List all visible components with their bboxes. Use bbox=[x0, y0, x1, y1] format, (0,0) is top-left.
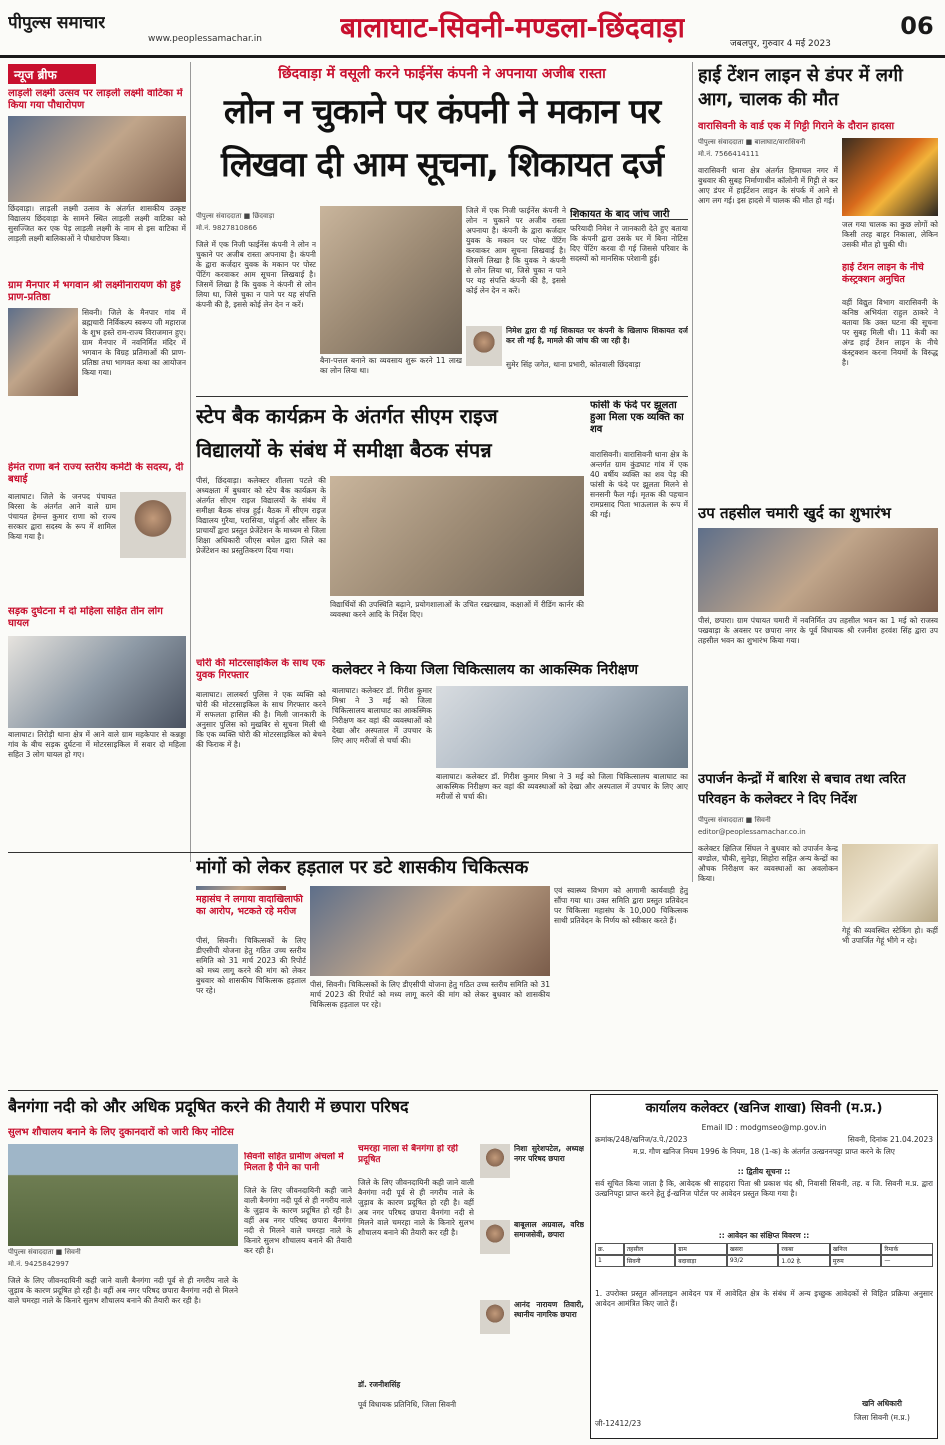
strike-subheadline: महासंघ ने लगाया वादाखिलाफी का आरोप, भटकते रहे मरीज bbox=[196, 894, 303, 917]
lead-headline-line2: लिखवा दी आम सूचना, शिकायत दर्ज bbox=[221, 145, 663, 185]
notice-intro: सर्व सूचित किया जाता है कि, आवेदक श्री साहदारा पिता श्री प्रकाश चंद श्री, निवासी सिवनी, तह. व जि. सिवनी म.प्र. द्वारा उत्खनिपट्टा प्राप्त करने हेतु ई-खनिज पोर्टल पर आवेदन प्रस्तुत किया गया है। bbox=[595, 1179, 933, 1198]
table-header-cell: रिमार्क bbox=[881, 1243, 933, 1255]
grain-photo bbox=[842, 844, 938, 922]
column-rule bbox=[190, 62, 191, 862]
brief-1-body: छिंदवाड़ा। लाड़ली लक्ष्मी उत्सव के अंतर्गत शासकीय उत्कृष्ट विद्यालय छिंदवाड़ा के सामने स्थित लाड़ली लक्ष्मी वाटिका को सुसज्जित कर एक पेड़ लाड़ली लक्ष्मी के नाम से इस वाटिका में लाड़ली लक्ष्मी बालिकाओं ने पौधारोपण किया। bbox=[8, 204, 186, 243]
notice-date: सिवनी, दिनांक 21.04.2023 bbox=[847, 1135, 933, 1144]
quote-portrait bbox=[466, 326, 502, 366]
government-notice bbox=[590, 1094, 938, 1439]
notice-schedule: :: द्वितीय सूचना :: bbox=[737, 1167, 791, 1176]
theft-body: बालाघाट। लालबर्रा पुलिस ने एक व्यक्ति को चोरी की मोटरसाइकिल के साथ गिरफ्तार करने में सफलता हासिल की है। मिली जानकारी के अनुसार पुलिस को मुखबिर से सूचना मिली थी कि एक व्यक्ति चोरी की मोटरसाइकिल को बेचने की फिराक में है। bbox=[196, 690, 326, 749]
table-cell: — bbox=[881, 1255, 933, 1267]
author-2-name: बाबूलाल अग्रवाल, वरिष्ठ समाजसेवी, छपारा bbox=[514, 1220, 584, 1239]
lead-byline: पीपुल्स संवाददाता ■ छिंदवाड़ा bbox=[196, 212, 275, 220]
notice-ref: क्रमांक/248/खनिज/उ.पे./2023 bbox=[595, 1135, 688, 1144]
step-back-body: पीसं, छिंदवाड़ा। कलेक्टर शीतला पटले की अध्यक्षता में बुधवार को स्टेप बैक कार्यक्रम के अंतर्गत सीएम राइज विद्यालयों के संबंध में समीक्षा बैठक संपन्न हुई। बैठक में सीएम राइज विद्यालय गुरैया, परासिया, पांढुर्ना और सौंसर के प्राचार्यों द्वारा प्रस्तुत प्रेजेंटेशन के माध्यम से जिला शिक्षा अधिकारी जीएस बघेल द्वारा जिले का प्रेजेंटेशन का प्रस्तुतिकरण दिया गया। bbox=[196, 476, 326, 555]
chamari-photo bbox=[698, 528, 938, 612]
theft-headline: चोरी की मोटरसाइकिल के साथ एक युवक गिरफ्तार bbox=[196, 658, 325, 681]
suicide-body: वारासिवनी। वारासिवनी थाना क्षेत्र के अन्तर्गत ग्राम कुंडघाट गांव में एक 40 वर्षीय व्यक्ति का शव पेड़ की फांसी के फंदे पर झूलता मिलने से सनसनी फैल गई। मृतक की पहचान रामप्रसाद पिता भाऊलाल के रूप में की गई। bbox=[590, 450, 688, 519]
wainganga-headline: बैनगंगा नदी को और अधिक प्रदूषित करने की तैयारी में छपारा परिषद bbox=[8, 1097, 409, 1116]
rain-headline: उपार्जन केन्द्रों में बारिश से बचाव तथा त्वरित परिवहन के कलेक्टर ने दिए निर्देश bbox=[698, 772, 906, 807]
doctor-name: डॉ. रजनीशसिंह bbox=[358, 1380, 401, 1389]
table-cell: सिवनी bbox=[624, 1255, 676, 1267]
brief-2-body: सिवनी। जिले के मैनपार गांव में ब्रह्मचारी निर्विकल्प स्वरूप जी महाराज के शुभ हस्ते राम-राज्य विराजमान हुए। ग्राम मैनपार में नवनिर्मित मंदिर में भगवान के विग्रह प्रतिमाओं की प्राण-प्रतिष्ठा तथा भागवत कथा का आयोजन किया गया। bbox=[82, 308, 186, 377]
table-header-cell: ग्राम bbox=[675, 1243, 727, 1255]
wainganga-mobile: मो.नं. 9425842997 bbox=[8, 1260, 70, 1268]
table-cell: मुरुम bbox=[830, 1255, 882, 1267]
side-top-mobile: मो.नं. 7566414111 bbox=[698, 150, 760, 158]
meeting-photo bbox=[330, 476, 584, 596]
table-header-cell: क्र. bbox=[595, 1243, 624, 1255]
newspaper-logo: पीपुल्स समाचार bbox=[8, 13, 106, 33]
brief-3-body: बालाघाट। जिले के जनपद पंचायत बिरसा के अंतर्गत आने वाले ग्राम पंचायत हेमन्त कुमार राणा को राज्य सरकार द्वारा सदस्य के रूप में शामिल किया गया है। bbox=[8, 492, 116, 541]
strike-rule bbox=[196, 886, 286, 890]
lead-sidebar-heading: शिकायत के बाद जांच जारी bbox=[570, 206, 688, 220]
brief-4-headline: सड़क दुर्घटना में दो महिला सहित तीन लोग घायल bbox=[8, 606, 163, 629]
lead-quote-author: सुमेर सिंह जगेत, थाना प्रभारी, कोतवाली छिंदवाड़ा bbox=[506, 360, 641, 369]
wainganga-col3-heading: चमरहा नाला से बैनगंगा हो रही प्रदूषित bbox=[358, 1144, 458, 1165]
lead-body-cont: जिले में एक निजी फाईनेंस कंपनी ने लोन न चुकाने पर अजीब रास्ता अपनाया है। कंपनी के द्वारा कर्जदार युवक के मकान पर पोस्ट पेंटिंग करवाकर आम सूचना लिखवाई है। जिसमें लिखा है कि युवक ने कंपनी से लोन लिया था, जिसे चुका न पाने पर यह संपत्ति कंपनी की है, इससे कोई लेन देन न करें। bbox=[466, 206, 566, 295]
wainganga-col2-heading: सिवनी सहित ग्रामीण अंचलों में मिलता है पीने का पानी bbox=[244, 1152, 344, 1173]
brief-4-body: बालाघाट। तिरोड़ी थाना क्षेत्र में आने वाले ग्राम महकेपार से कन्नड्डा गांव के बीच सड़क दुर्घटना में मोटरसाइकिल में सवार दो महिला सहित 3 लोग घायल हो गए। bbox=[8, 730, 186, 759]
lead-sidebar-body: फरियादी निमेश ने जानकारी देते हुए बताया कि कंपनी द्वारा उसके घर में बिना नोटिस दिए पेंटिंग करवा दी गई जिससे परिवार के सदस्यों को मानसिक परेशानी हुई। bbox=[570, 224, 688, 263]
chamari-headline: उप तहसील चमारी खुर्द का शुभारंभ bbox=[698, 504, 891, 522]
rain-email[interactable]: editor@peoplessamachar.co.in bbox=[698, 828, 806, 836]
notice-table-header-row bbox=[595, 1243, 933, 1255]
lead-body: जिले में एक निजी फाईनेंस कंपनी ने लोन न चुकाने पर अजीब रास्ता अपनाया है। कंपनी के द्वारा कर्जदार युवक के मकान पर पोस्ट पेंटिंग करवाकर आम सूचना लिखवाई है। जिसमें लिखा है कि युवक ने कंपनी से लोन लिया था, जिसे चुका न पाने पर यह संपत्ति कंपनी की है, इससे कोई लेन देन न करें। bbox=[196, 240, 316, 309]
brief-3-portrait bbox=[120, 492, 186, 558]
notice-signatory-place: जिला सिवनी (म.प्र.) bbox=[854, 1413, 910, 1422]
table-header-cell: खसरा bbox=[727, 1243, 779, 1255]
table-header-cell: खनिज bbox=[830, 1243, 882, 1255]
wainganga-subhead: सुलभ शौचालय बनाने के लिए दुकानदारों को जारी किए नोटिस bbox=[8, 1127, 234, 1138]
news-brief-tag: न्यूज ब्रीफ bbox=[8, 64, 96, 84]
wainganga-col3-body: जिले के लिए जीवनदायिनी कही जाने वाली बैनगंगा नदी पूर्व से ही नगरीय नाले के जुड़ाव के कारण प्रदूषित हो रही है। वहीं अब नगर परिषद छपारा बैनगंगा नदी से मिलने वाले चमरहा नाले के किनारे सुलभ शौचालय बनाने की तैयारी कर रही है। bbox=[358, 1178, 474, 1237]
notice-title: कार्यालय कलेक्टर (खनिज शाखा) सिवनी (म.प्र.) bbox=[645, 1101, 883, 1116]
brief-1-headline: लाड़ली लक्ष्मी उत्सव पर लाड़ली लक्ष्मी वाटिका में किया गया पौधारोपण bbox=[8, 88, 183, 111]
notice-section: म.प्र. गौण खनिज नियम 1996 के नियम, 18 (1-क) के अंतर्गत उत्खननपट्टा प्राप्त करने के लिए bbox=[633, 1147, 895, 1156]
divider bbox=[8, 1090, 938, 1091]
masthead bbox=[0, 0, 945, 58]
suicide-headline: फांसी के फंदे पर झूलता हुआ मिला एक व्यक्ति का शव bbox=[590, 400, 684, 435]
fire-photo bbox=[842, 138, 938, 216]
side-top-subhead: वारासिवनी के वार्ड एक में गिट्टी गिराने के दौरान हादसा bbox=[698, 121, 895, 132]
strike-body-cont: पीसं, सिवनी। चिकित्सकों के लिए डीएसीपी योजना हेतु गठित उच्च स्तरीय समिति को 31 मार्च 2023 की रिपोर्ट को मध्य लागू करने की मांग को लेकर बुधवार को शासकीय चिकित्सक हड़ताल पर रहे। bbox=[310, 980, 550, 1009]
lead-headline-line1: लोन न चुकाने पर कंपनी ने मकान पर bbox=[223, 92, 661, 132]
notice-conditions: 1. उपरोक्त प्रस्तुत ऑनलाइन आवेदन पत्र में आवेदित क्षेत्र के संबंध में अन्य इच्छुक आवेदकों से विहित प्रक्रिया अनुसार आवेदन आमंत्रित किए जाते हैं। bbox=[595, 1289, 933, 1308]
notice-table bbox=[595, 1243, 933, 1283]
side-top-caption: जल गया चालक का कुछ लोगों को किसी तरह बाहर निकाला, लेकिन उसकी मौत हो चुकी थी। bbox=[842, 220, 938, 249]
table-cell: बदावाड़ा bbox=[675, 1255, 727, 1267]
hospital-headline: कलेक्टर ने किया जिला चिकित्सालय का आकस्मिक निरीक्षण bbox=[332, 662, 638, 678]
wainganga-byline: पीपुल्स संवाददाता ■ सिवनी bbox=[8, 1248, 81, 1256]
table-cell: 93/2 bbox=[727, 1255, 779, 1267]
side-top-byline: पीपुल्स संवाददाता ■ बालाघाट/वारासिवनी bbox=[698, 138, 806, 146]
lead-caption: बैना-पत्तल बनाने का व्यवसाय शुरू करने 11 लाख का लोन लिया था। bbox=[320, 356, 462, 375]
strike-body: पीसं, सिवनी। चिकित्सकों के लिए डीएसीपी योजना हेतु गठित उच्च स्तरीय समिति को 31 मार्च 2023 की रिपोर्ट को मध्य लागू करने की मांग को लेकर बुधवार को शासकीय चिकित्सक हड़ताल पर रहे। bbox=[196, 936, 306, 995]
step-back-headline-2: विद्यालयों के संबंध में समीक्षा बैठक संपन्न bbox=[196, 438, 492, 462]
lead-photo bbox=[320, 206, 462, 354]
rain-caption: गेहूं की व्यवस्थित स्टेकिंग हो। कहीं भी उपार्जित गेहूं भीगे न रहे। bbox=[842, 926, 938, 945]
side-sub2-headline: हाई टेंशन लाइन के नीचे कंस्ट्रक्शन अनुचित bbox=[842, 262, 924, 285]
edition-title: बालाघाट-सिवनी-मण्डला-छिंदवाड़ा bbox=[340, 11, 685, 44]
notice-footer-id: जी-12412/23 bbox=[595, 1419, 642, 1428]
strike-photo bbox=[310, 886, 550, 976]
author-1-name: निशा सुरेशपटेल, अध्यक्ष नगर परिषद छपारा bbox=[514, 1144, 584, 1163]
rain-body: कलेक्टर क्षितिज सिंघल ने बुधवार को उपार्जन केन्द्र बण्डोल, चौकी, सुनेड़ा, सिहोरा सहित अन्य केन्द्रों का औचक निरीक्षण कर व्यवस्थाओं का अवलोकन किया। bbox=[698, 844, 838, 883]
river-photo bbox=[8, 1144, 238, 1246]
brief-2-photo bbox=[8, 308, 78, 396]
table-header-cell: तहसील bbox=[624, 1243, 676, 1255]
divider bbox=[196, 396, 688, 397]
author-3-portrait bbox=[480, 1300, 510, 1334]
wainganga-body: जिले के लिए जीवनदायिनी कही जाने वाली बैनगंगा नदी पूर्व से ही नगरीय नाले के जुड़ाव के कारण प्रदूषित हो रही है। वहीं अब नगर परिषद छपारा बैनगंगा नदी से मिलने वाले चमरहा नाले के किनारे सुलभ शौचालय बनाने की तैयारी कर रही है। bbox=[8, 1276, 238, 1305]
lead-mobile: मो.नं. 9827810866 bbox=[196, 224, 258, 232]
chamari-body: पीसं, छपारा। ग्राम पंचायत चमारी में नवनिर्मित उप तहसील भवन का 1 मई को राजस्व पखवाड़ा के अवसर पर छपारा नगर के पूर्व विधायक श्री रजनीश हरवंश सिंह द्वारा उप तहसील भवन का शुभारंभ किया गया। bbox=[698, 616, 938, 645]
step-back-body2: विद्यार्थियों की उपस्थिति बढ़ाने, प्रयोगशालाओं के उचित रखरखाव, कक्षाओं में रीडिंग कार्नर की व्यवस्था करने आदि के निर्देश दिए। bbox=[330, 600, 584, 619]
hospital-body: बालाघाट। कलेक्टर डॉ. गिरीश कुमार मिश्रा ने 3 मई को जिला चिकित्सालय बालाघाट का आकस्मिक निरीक्षण कर वहां की व्यवस्थाओं को देखा और अस्पताल में उपचार के लिए आए मरीजों से चर्चा की। bbox=[332, 686, 432, 745]
rain-byline: पीपुल्स संवाददाता ■ सिवनी bbox=[698, 816, 771, 824]
hospital-photo bbox=[436, 686, 688, 768]
column-rule bbox=[692, 62, 693, 882]
notice-table-row bbox=[595, 1255, 933, 1267]
lead-quote: निमेश द्वारा दी गई शिकायत पर कंपनी के खिलाफ शिकायत दर्ज कर ली गई है, मामले की जांच की जा रही है। bbox=[506, 326, 688, 345]
author-2-portrait bbox=[480, 1220, 510, 1254]
step-back-headline-1: स्टेप बैक कार्यक्रम के अंतर्गत सीएम राइज bbox=[196, 404, 498, 428]
newspaper-url[interactable]: www.peoplessamachar.in bbox=[148, 34, 262, 44]
brief-2-headline: ग्राम मैनपार में भगवान श्री लक्ष्मीनारायण की हुई प्राण-प्रतिष्ठा bbox=[8, 280, 181, 303]
table-cell: 1.02 हे. bbox=[778, 1255, 830, 1267]
table-header-cell: रकबा bbox=[778, 1243, 830, 1255]
brief-3-headline: हेमंत राणा बने राज्य स्तरीय कमेटी के सदस्य, दी बधाई bbox=[8, 462, 184, 485]
author-3-name: आनंद नारायण तिवारी, स्थानीय नागरिक छपारा bbox=[514, 1300, 584, 1319]
doctor-role: पूर्व विधायक प्रतिनिधि, जिला सिवनी bbox=[358, 1400, 457, 1409]
brief-4-photo bbox=[8, 636, 186, 728]
notice-table-title: :: आवेदन का संक्षिप्त विवरण :: bbox=[718, 1231, 810, 1240]
strike-body2: एवं स्वास्थ्य विभाग को आगामी कार्यवाही हेतु सौंपा गया था। उक्त समिति द्वारा प्रस्तुत प्रतिवेदन पर चिकित्सा महासंघ के 10,000 चिकित्सक साथी प्रतिवेदन के निर्णय को स्वीकार करते हैं। bbox=[554, 886, 688, 925]
brief-1-photo bbox=[8, 116, 186, 202]
table-cell: 1 bbox=[595, 1255, 624, 1267]
hospital-body-cont: बालाघाट। कलेक्टर डॉ. गिरीश कुमार मिश्रा ने 3 मई को जिला चिकित्सालय बालाघाट का आकस्मिक निरीक्षण कर वहां की व्यवस्थाओं को देखा और अस्पताल में उपचार के लिए आए मरीजों से चर्चा की। bbox=[436, 772, 688, 801]
dateline: जबलपुर, गुरुवार 4 मई 2023 bbox=[730, 39, 831, 49]
side-sub2-body: वहीं विद्युत विभाग वारासिवनी के कनिष्ठ अभियंता राहुल ठाकरे ने बताया कि उक्त घटना की सूचना पर सुबह मिली थी। 11 केवी का अंग्ड हाई टेंशन लाइन के नीचे कंस्ट्रक्शन करना नियमों के विरुद्ध है। bbox=[842, 298, 938, 367]
strike-headline: मांगों को लेकर हड़ताल पर डटे शासकीय चिकित्सक bbox=[196, 857, 529, 878]
notice-email[interactable]: Email ID : modgmseo@mp.gov.in bbox=[701, 1123, 827, 1132]
notice-signatory: खनि अधिकारी bbox=[862, 1399, 902, 1408]
side-top-headline: हाई टेंशन लाइन से डंपर में लगी आग, चालक की मौत bbox=[698, 65, 903, 110]
wainganga-col2-body: जिले के लिए जीवनदायिनी कही जाने वाली बैनगंगा नदी पूर्व से ही नगरीय नाले के जुड़ाव के कारण प्रदूषित हो रही है। वहीं अब नगर परिषद छपारा बैनगंगा नदी से मिलने वाले चमरहा नाले के किनारे सुलभ शौचालय बनाने की तैयारी कर रही है। bbox=[244, 1186, 352, 1255]
side-top-body: वारासिवनी थाना क्षेत्र अंतर्गत हिमाचल नगर में बुधवार की सुबह निर्माणाधीन कॉलोनी में गिट्टी ले कर आए डंपर में हाईटेंशन लाइन के संपर्क में आने से आग लग गई। इस हादसे में चालक की मौत हो गई। bbox=[698, 166, 838, 205]
divider bbox=[8, 852, 692, 853]
lead-kicker: छिंदवाड़ा में वसूली करने फाईनेंस कंपनी ने अपनाया अजीब रास्ता bbox=[278, 66, 606, 82]
author-1-portrait bbox=[480, 1144, 510, 1178]
page-number: 06 bbox=[900, 12, 934, 40]
